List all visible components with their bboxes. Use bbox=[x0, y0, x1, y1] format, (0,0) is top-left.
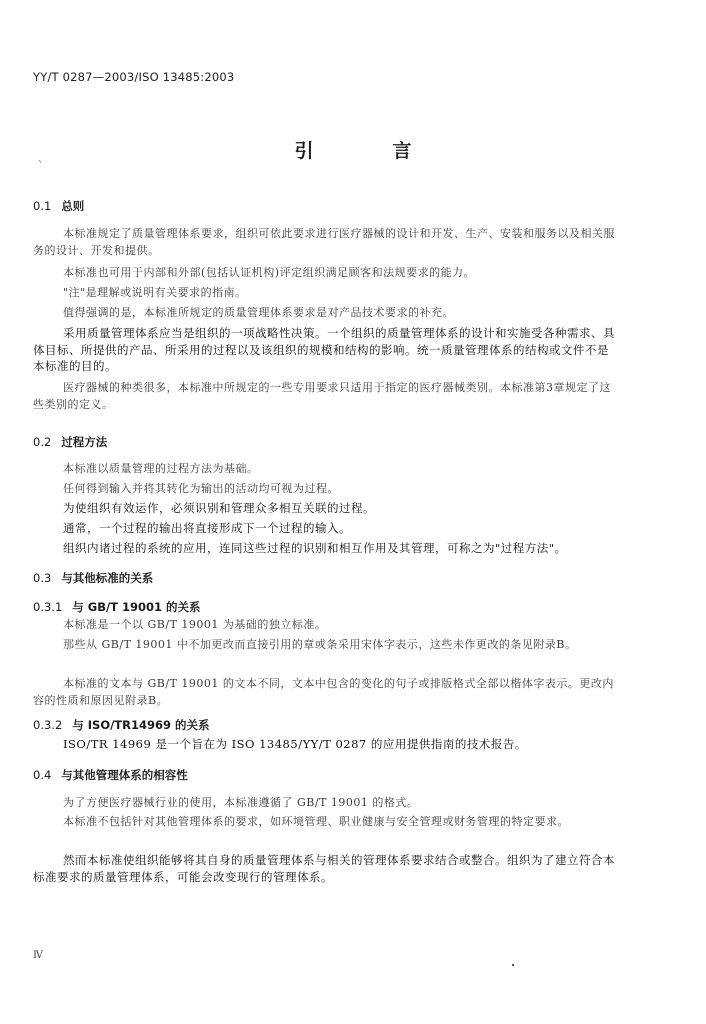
section-number: 0.3.2 bbox=[33, 718, 63, 732]
section-heading-0-4 bbox=[33, 767, 188, 783]
section-heading-0-3 bbox=[33, 570, 153, 586]
paragraph: 本标准规定了质量管理体系要求，组织可依此要求进行医疗器械的设计和开发、生产、安装和服务以及相关服务的设计、开发和提供。 bbox=[33, 227, 615, 257]
section-number: 0.2 bbox=[33, 435, 52, 449]
scan-speck bbox=[512, 964, 514, 966]
paragraph: 那些从 GB/T 19001 中不加更改而直接引用的章或条采用宋体字表示，这些未作更改的条见附录B。 bbox=[63, 638, 577, 651]
standard-code-header: YY/T 0287—2003/ISO 13485:2003 bbox=[33, 70, 235, 84]
section-title: 与 GB/T 19001 的关系 bbox=[72, 600, 201, 614]
paragraph: "注"是理解或说明有关要求的指南。 bbox=[63, 286, 247, 299]
paragraph: 本标准也可用于内部和外部(包括认证机构)评定组织满足顾客和法规要求的能力。 bbox=[63, 266, 476, 279]
section-heading-0-2 bbox=[33, 434, 107, 450]
section-number: 0.3.1 bbox=[33, 600, 63, 614]
paragraph: 然而本标准使组织能够将其自身的质量管理体系与相关的管理体系要求结合或整合。组织为了建立符合本标准要求的质量管理体系，可能会改变现行的管理体系。 bbox=[33, 853, 615, 884]
paragraph: 本标准以质量管理的过程方法为基础。 bbox=[63, 462, 259, 475]
section-title: 与其他管理体系的相容性 bbox=[61, 768, 188, 782]
paragraph: 为了方便医疗器械行业的使用，本标准遵循了 GB/T 19001 的格式。 bbox=[63, 796, 419, 809]
section-number: 0.1 bbox=[33, 199, 52, 213]
section-number: 0.4 bbox=[33, 768, 52, 782]
page-number: Ⅳ bbox=[33, 950, 43, 961]
section-title: 与 ISO/TR14969 的关系 bbox=[72, 718, 210, 732]
paragraph: 本标准不包括针对其他管理体系的要求，如环境管理、职业健康与安全管理或财务管理的特定要求。 bbox=[63, 815, 569, 828]
section-number: 0.3 bbox=[33, 571, 52, 585]
paragraph: ISO/TR 14969 是一个旨在为 ISO 13485/YY/T 0287 的应用提供指南的技术报告。 bbox=[63, 737, 527, 751]
paragraph: 通常，一个过程的输出将直接形成下一个过程的输入。 bbox=[63, 521, 351, 535]
paragraph: 组织内诸过程的系统的应用，连同这些过程的识别和相互作用及其管理，可称之为"过程方法"。 bbox=[63, 541, 567, 555]
paragraph: 医疗器械的种类很多，本标准中所规定的一些专用要求只适用于指定的医疗器械类别。本标准第3章规定了这些类别的定义。 bbox=[33, 381, 611, 411]
paragraph: 任何得到输入并将其转化为输出的活动均可视为过程。 bbox=[63, 482, 339, 495]
section-title: 与其他标准的关系 bbox=[61, 571, 154, 585]
stray-mark: 、 bbox=[38, 154, 48, 165]
paragraph: 本标准是一个以 GB/T 19001 为基础的独立标准。 bbox=[63, 618, 327, 631]
paragraph: 采用质量管理体系应当是组织的一项战略性决策。一个组织的质量管理体系的设计和实施受各种需求、具体目标、所提供的产品、所采用的过程以及该组织的规模和结构的影响。统一质量管理体系的结构或文件不是本标准的目的。 bbox=[33, 326, 615, 373]
section-heading-0-3-1 bbox=[33, 599, 201, 615]
section-heading-0-1 bbox=[33, 198, 84, 214]
paragraph: 为使组织有效运作，必须识别和管理众多相互关联的过程。 bbox=[63, 501, 375, 515]
section-heading-0-3-2 bbox=[33, 717, 210, 733]
section-title: 总则 bbox=[61, 199, 85, 213]
paragraph: 值得强调的是，本标准所规定的质量管理体系要求是对产品技术要求的补充。 bbox=[63, 306, 454, 319]
section-title: 过程方法 bbox=[61, 435, 108, 449]
paragraph: 本标准的文本与 GB/T 19001 的文本不同，文本中包含的变化的句子或排版格式全部以楷体字表示。更改内容的性质和原因见附录B。 bbox=[33, 677, 614, 707]
page-title: 引 言 bbox=[294, 140, 442, 162]
